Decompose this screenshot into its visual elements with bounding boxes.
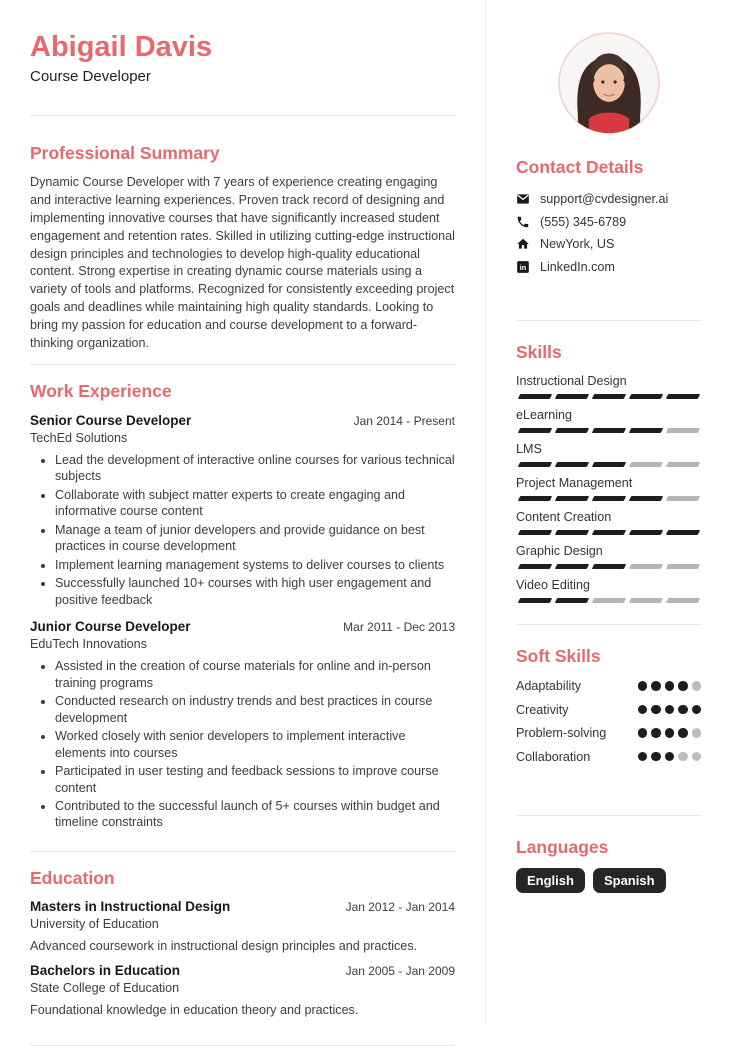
job-bullet: • Conducted research on industry trends and best practices in course development	[55, 693, 455, 726]
job-title: Senior Course Developer	[30, 412, 192, 428]
skill-label: Instructional Design	[516, 374, 627, 388]
languages-section	[516, 816, 701, 893]
sidebar-column	[516, 0, 701, 893]
skill-segment	[629, 598, 663, 603]
skill-item	[516, 442, 701, 467]
job-bullet: • Contributed to the successful launch of 5+ courses within budget and timeline constraints	[55, 798, 455, 831]
experience-section	[30, 365, 455, 852]
skill-level-bar	[516, 462, 701, 467]
skill-segment	[666, 530, 700, 535]
skill-segment	[629, 428, 663, 433]
rating-dot	[678, 728, 688, 738]
job-bullet: • Lead the development of interactive online courses for various technical subjects	[55, 452, 455, 485]
skill-level-bar	[516, 598, 701, 603]
contact-heading: Contact Details	[516, 157, 644, 177]
soft-skill-item	[516, 726, 701, 740]
skill-segment	[555, 530, 589, 535]
skill-segment	[629, 462, 663, 467]
skill-segment	[555, 428, 589, 433]
contact-text: LinkedIn.com	[540, 259, 615, 274]
soft-skill-rating	[638, 728, 702, 738]
skill-segment	[629, 564, 663, 569]
skill-item	[516, 578, 701, 603]
education-entry	[30, 899, 455, 953]
soft-skill-list	[516, 679, 701, 764]
skill-segment	[555, 394, 589, 399]
experience-heading: Work Experience	[30, 380, 172, 401]
job-bullet: • Assisted in the creation of course materials for online and in-person training programs	[55, 658, 455, 691]
profile-photo	[558, 32, 660, 134]
language-tag-list	[516, 868, 701, 893]
job-dates: Jan 2014 - Present	[353, 413, 455, 428]
skill-segment	[518, 394, 552, 399]
skill-level-bar	[516, 564, 701, 569]
skill-segment	[592, 598, 626, 603]
contact-item	[516, 260, 701, 274]
skill-segment	[592, 462, 626, 467]
soft-skill-item	[516, 750, 701, 764]
skill-segment	[518, 462, 552, 467]
skill-level-bar	[516, 394, 701, 399]
education-dates: Jan 2005 - Jan 2009	[345, 963, 455, 978]
summary-section	[30, 116, 455, 365]
job-company: TechEd Solutions	[30, 430, 128, 445]
rating-dot	[678, 681, 688, 691]
skill-label: Video Editing	[516, 578, 590, 592]
rating-dot	[678, 705, 688, 715]
skill-segment	[518, 564, 552, 569]
soft-skill-rating	[638, 705, 702, 715]
soft-skill-item	[516, 679, 701, 693]
rating-dot	[651, 681, 661, 691]
summary-heading: Professional Summary	[30, 143, 220, 163]
skill-item	[516, 408, 701, 433]
rating-dot	[678, 752, 688, 762]
job-dates: Mar 2011 - Dec 2013	[343, 620, 455, 635]
skill-label: Project Management	[516, 476, 633, 490]
school-name: University of Education	[30, 916, 159, 931]
skill-segment	[518, 496, 552, 501]
skill-item	[516, 510, 701, 535]
skill-label: eLearning	[516, 408, 573, 422]
skill-level-bar	[516, 530, 701, 535]
soft-skill-item	[516, 703, 701, 717]
person-name: Abigail Davis	[30, 31, 213, 63]
person-job-title: Course Developer	[30, 68, 151, 85]
skill-segment	[666, 428, 700, 433]
main-column	[30, 0, 455, 1046]
skill-segment	[629, 394, 663, 399]
skill-level-bar	[516, 428, 701, 433]
job-bullet: • Successfully launched 10+ courses with high user engagement and positive feedback	[55, 575, 455, 608]
skill-segment	[666, 496, 700, 501]
contact-item	[516, 215, 701, 229]
job-entry	[30, 413, 455, 608]
skill-item	[516, 476, 701, 501]
rating-dot	[638, 705, 648, 715]
contact-item	[516, 237, 701, 251]
linkedin-icon	[516, 260, 530, 274]
job-title: Junior Course Developer	[30, 619, 191, 635]
skill-segment	[592, 530, 626, 535]
skill-segment	[555, 564, 589, 569]
soft-skill-rating	[638, 752, 702, 762]
skill-segment	[555, 598, 589, 603]
soft-skill-label: Collaboration	[516, 749, 591, 764]
skill-segment	[666, 598, 700, 603]
home-icon	[516, 237, 530, 251]
skill-segment	[629, 496, 663, 501]
language-tag: English	[516, 868, 585, 893]
rating-dot	[651, 728, 661, 738]
skill-item	[516, 374, 701, 399]
skill-segment	[629, 530, 663, 535]
education-list	[30, 899, 455, 1017]
email-icon	[516, 192, 530, 206]
education-entry-header	[30, 963, 455, 978]
skill-label: Graphic Design	[516, 544, 603, 558]
svg-text:in: in	[519, 262, 527, 272]
skill-segment	[592, 496, 626, 501]
skill-segment	[518, 428, 552, 433]
rating-dot	[665, 752, 675, 762]
rating-dot	[651, 705, 661, 715]
rating-dot	[651, 752, 661, 762]
job-bullet: • Collaborate with subject matter experts to create engaging and informative course content	[55, 487, 455, 520]
soft-skills-section	[516, 625, 701, 816]
education-heading: Education	[30, 867, 115, 888]
skill-segment	[518, 530, 552, 535]
skills-heading: Skills	[516, 342, 562, 362]
skill-segment	[666, 564, 700, 569]
skill-list	[516, 374, 701, 603]
rating-dot	[692, 705, 702, 715]
profile-photo-illustration	[558, 32, 660, 134]
job-entry-header	[30, 413, 455, 428]
skill-label: LMS	[516, 442, 542, 456]
school-name: State College of Education	[30, 980, 180, 995]
language-tag: Spanish	[593, 868, 666, 893]
job-bullet: • Worked closely with senior developers to implement interactive elements into courses	[55, 728, 455, 761]
skill-segment	[555, 496, 589, 501]
rating-dot	[665, 728, 675, 738]
contact-text: NewYork, US	[540, 237, 615, 251]
job-list	[30, 413, 455, 831]
contact-text: (555) 345-6789	[540, 214, 627, 229]
job-bullet-list	[30, 452, 455, 608]
soft-skill-label: Creativity	[516, 702, 569, 717]
phone-icon	[516, 215, 530, 229]
contact-item	[516, 192, 701, 206]
job-bullet: • Participated in user testing and feedback sessions to improve course content	[55, 763, 455, 796]
job-entry-header	[30, 619, 455, 634]
resume-header	[30, 0, 455, 116]
contact-section	[516, 134, 701, 321]
education-entry-header	[30, 899, 455, 914]
skills-section	[516, 321, 701, 625]
rating-dot	[638, 728, 648, 738]
skill-segment	[555, 462, 589, 467]
rating-dot	[692, 681, 702, 691]
rating-dot	[665, 705, 675, 715]
job-bullet: • Manage a team of junior developers and provide guidance on best practices in course development	[55, 522, 455, 555]
degree-title: Bachelors in Education	[30, 962, 181, 978]
rating-dot	[665, 681, 675, 691]
rating-dot	[638, 681, 648, 691]
soft-skills-heading: Soft Skills	[516, 646, 601, 666]
languages-heading: Languages	[516, 837, 609, 857]
job-bullet-list	[30, 658, 455, 831]
job-entry	[30, 619, 455, 831]
rating-dot	[638, 752, 648, 762]
skill-item	[516, 544, 701, 569]
job-company: EduTech Innovations	[30, 637, 147, 652]
column-divider	[485, 0, 486, 1024]
rating-dot	[692, 752, 702, 762]
skill-label: Content Creation	[516, 510, 612, 524]
education-entry	[30, 963, 455, 1017]
education-dates: Jan 2012 - Jan 2014	[345, 899, 455, 914]
education-description: Foundational knowledge in education theory and practices.	[30, 1002, 359, 1017]
soft-skill-label: Adaptability	[516, 679, 582, 693]
job-bullet: • Implement learning management systems to deliver courses to clients	[55, 557, 455, 573]
contact-list	[516, 192, 701, 274]
skill-segment	[666, 462, 700, 467]
degree-title: Masters in Instructional Design	[30, 898, 231, 914]
soft-skill-rating	[638, 681, 702, 691]
skill-segment	[518, 598, 552, 603]
contact-text: support@cvdesigner.ai	[540, 192, 669, 206]
summary-text: Dynamic Course Developer with 7 years of experience creating engaging and interactive learning experiences. Proven track record of designing and implementing innovative courses that have significantly increased student engagement and retention rates. Skilled in utilizing cutting-edge instructional design principles and technologies to develop high-quality educational content. Strong expertise in creating dynamic course materials using a variety of tools and platforms. Recognized for consistently exceeding project goals and deadlines while maintaining high quality standards. Looking to bring my passion for education and course development to a forward-thinking organization.	[30, 175, 455, 350]
skill-segment	[592, 564, 626, 569]
skill-segment	[592, 428, 626, 433]
soft-skill-label: Problem-solving	[516, 726, 607, 740]
skill-level-bar	[516, 496, 701, 501]
education-section	[30, 852, 455, 1046]
rating-dot	[692, 728, 702, 738]
education-description: Advanced coursework in instructional design principles and practices.	[30, 938, 418, 953]
skill-segment	[666, 394, 700, 399]
skill-segment	[592, 394, 626, 399]
